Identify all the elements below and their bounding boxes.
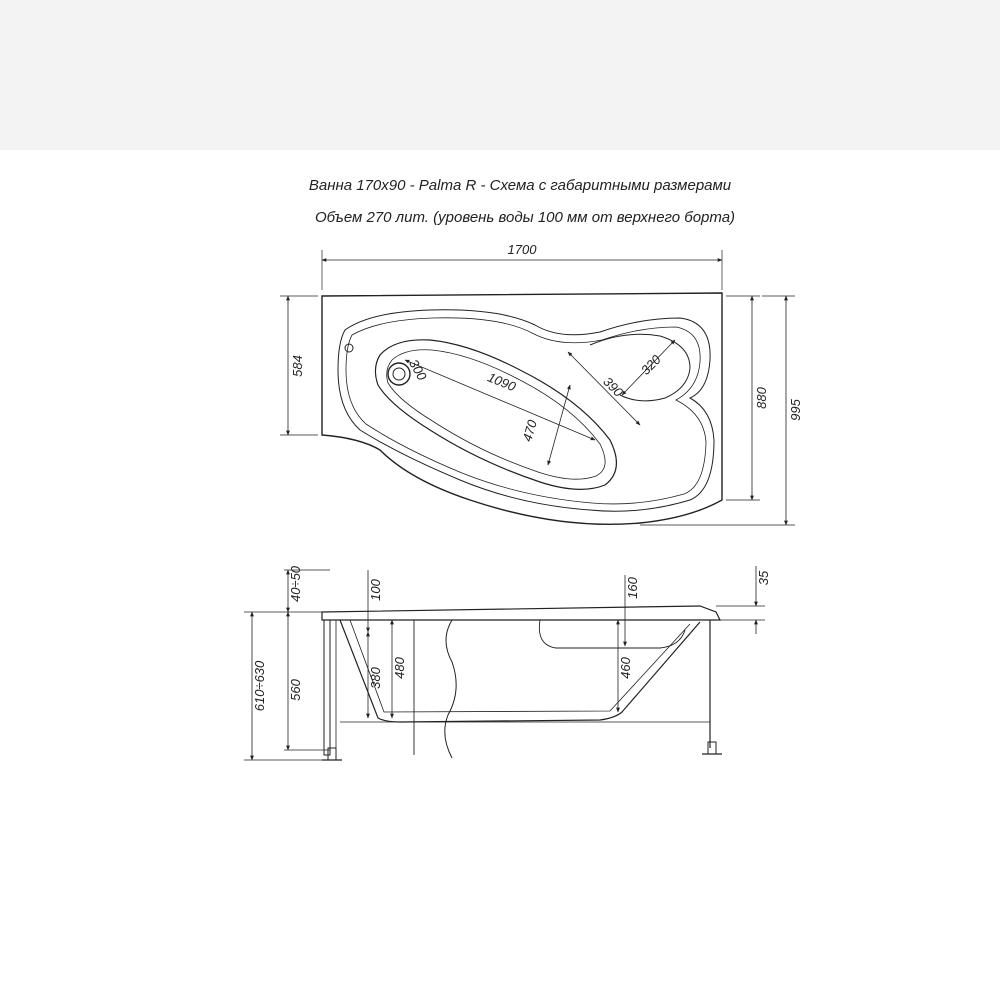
- side-rim: [322, 606, 720, 620]
- dim-seat-depth: 160: [625, 577, 640, 599]
- dim-bowl-length: 1090: [485, 369, 518, 395]
- dim-overall-height: 610÷630: [252, 660, 267, 712]
- dim-rim-offset: 100: [368, 579, 383, 601]
- overflow-icon: [345, 344, 353, 352]
- dim-drain-diameter: 300: [405, 356, 430, 383]
- dim-length: 1700: [507, 242, 537, 257]
- dim-seat-width: 320: [637, 351, 664, 378]
- dim-rim-thickness: 35: [756, 570, 771, 586]
- drawing-title: Ванна 170х90 - Palma R - Схема с габаритными размерами: [308, 177, 732, 194]
- dim-left-width: 584: [290, 355, 305, 377]
- dim-seat-length: 390: [600, 373, 627, 400]
- dim-leg-adjust: 40÷50: [288, 565, 303, 603]
- dim-rim-to-floor: 560: [288, 679, 303, 701]
- plan-view: [280, 242, 803, 525]
- dim-right-width: 880: [754, 387, 769, 409]
- dim-depth-right: 460: [618, 657, 633, 679]
- side-break-line: [445, 620, 456, 758]
- dim-bowl-width: 470: [519, 418, 540, 444]
- leg-right: [708, 742, 716, 754]
- drawing-subtitle: Объем 270 лит. (уровень воды 100 мм от верхнего борта): [314, 209, 736, 226]
- drain-icon: [388, 363, 410, 385]
- dim-depth-left: 380: [368, 667, 383, 689]
- dim-depth-center: 480: [392, 657, 407, 679]
- dim-overall-width: 995: [788, 399, 803, 421]
- side-view: [244, 565, 771, 760]
